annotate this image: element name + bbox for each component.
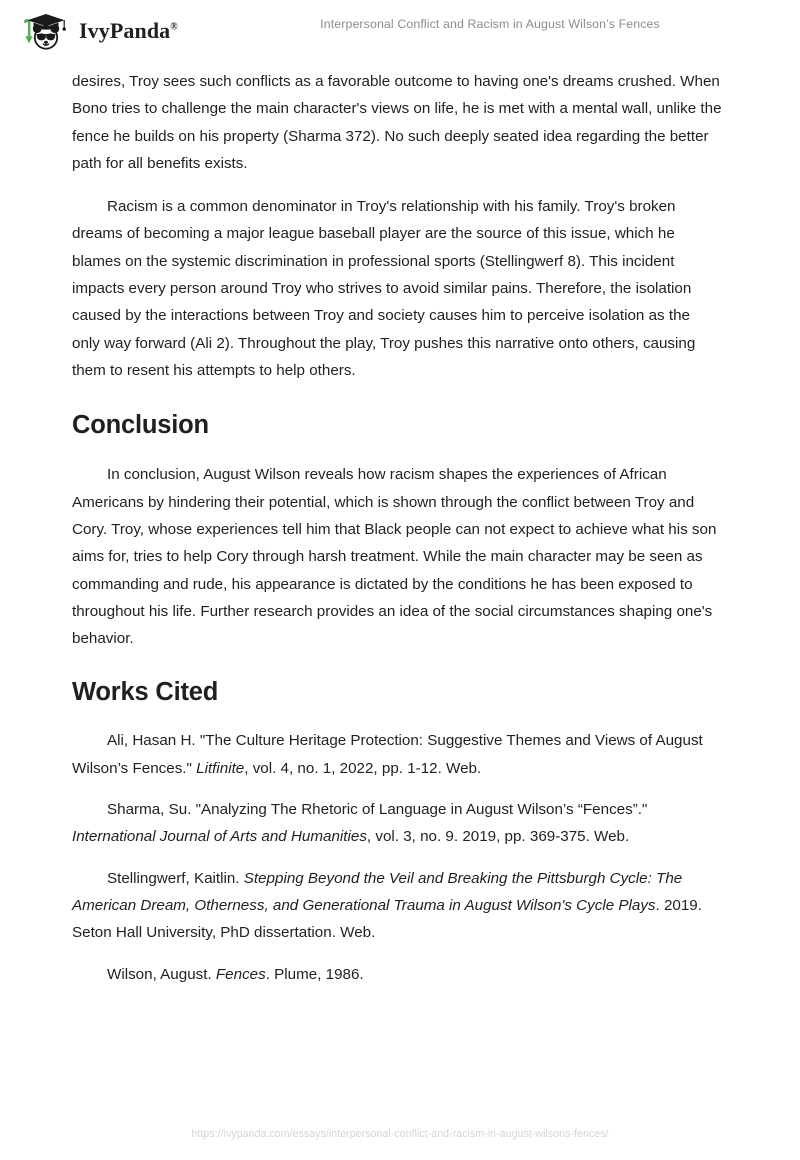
brand-name-text: IvyPanda bbox=[79, 18, 171, 43]
citation-text: Sharma, Su. "Analyzing The Rhetoric of Language in August Wilson’s “Fences”." bbox=[107, 801, 648, 819]
page-header bbox=[0, 0, 800, 62]
page-footer bbox=[0, 1124, 800, 1142]
citation-title-italic: Litfinite bbox=[196, 759, 245, 777]
conclusion-heading-block bbox=[72, 411, 722, 439]
citation-entry bbox=[72, 796, 722, 851]
works-cited-heading-block bbox=[72, 678, 722, 706]
conclusion-heading: Conclusion bbox=[72, 411, 209, 440]
citation-text: Wilson, August. bbox=[107, 965, 216, 983]
citation-title-italic: Fences bbox=[215, 965, 266, 983]
citation-entry bbox=[72, 961, 722, 988]
citation-text: Ali, Hasan H. "The Culture Heritage Protection: Suggestive Themes and Views of August Wilson’s Fences." bbox=[72, 732, 703, 777]
document-content bbox=[72, 68, 722, 988]
works-cited-heading: Works Cited bbox=[72, 678, 219, 707]
conclusion-paragraph: In conclusion, August Wilson reveals how racism shapes the experiences of African Americans by hindering their potential, which is shown through the conflict between Troy and Cory. Troy, whose experiences tell him that Black people can not expect to achieve what his son aims for, tries to help Cory through harsh treatment. While the main character may be seen as commanding and rude, his appearance is dictated by the conditions he has been exposed to throughout his life. Further research provides an idea of the social circumstances shaping one's behavior. bbox=[72, 466, 717, 648]
footer-source-url[interactable]: https://ivypanda.com/essays/interpersonal-conflict-and-racism-in-august-wilsons-fences/ bbox=[191, 1128, 609, 1140]
citation-title-italic: Stepping Beyond the Veil and Breaking the Pittsburgh Cycle: The American Dream, Otherness, and Generational Trauma in August Wilson's Cycle Plays bbox=[72, 869, 683, 914]
citation-title-italic: International Journal of Arts and Humanities bbox=[72, 828, 367, 846]
citation-text: , vol. 4, no. 1, 2022, pp. 1-12. Web. bbox=[244, 759, 482, 777]
citation-entry bbox=[72, 727, 722, 782]
body-paragraph-1: desires, Troy sees such conflicts as a favorable outcome to having one's dreams crushed. When Bono tries to challenge the main character's views on life, he is met with a mental wall, unlike the fence he builds on his property (Sharma 372). No such deeply seated idea regarding the better path for all benefits exists. bbox=[72, 73, 722, 172]
citation-text: . Plume, 1986. bbox=[265, 965, 364, 983]
body-paragraph-2: Racism is a common denominator in Troy's relationship with his family. Troy's broken dreams of becoming a major league baseball player are the source of this issue, which he blames on the systemic discrimination in professional sports (Stellingwerf 8). This incident impacts every person around Troy who strives to avoid similar pains. Therefore, the isolation caused by the interactions between Troy and society causes him to perceive isolation as the only way forward (Ali 2). Throughout the play, Troy pushes this narrative onto others, causing them to resent his attempts to help others. bbox=[72, 198, 696, 379]
citation-text: , vol. 3, no. 9. 2019, pp. 369-375. Web. bbox=[366, 828, 630, 846]
registered-mark: ® bbox=[170, 21, 178, 33]
citation-entry bbox=[72, 865, 722, 947]
document-header-title: Interpersonal Conflict and Racism in August Wilson’s Fences bbox=[320, 17, 660, 31]
citation-text: Stellingwerf, Kaitlin. bbox=[107, 869, 244, 887]
citation-text: . 2019. Seton Hall University, PhD dissertation. Web. bbox=[72, 896, 702, 942]
